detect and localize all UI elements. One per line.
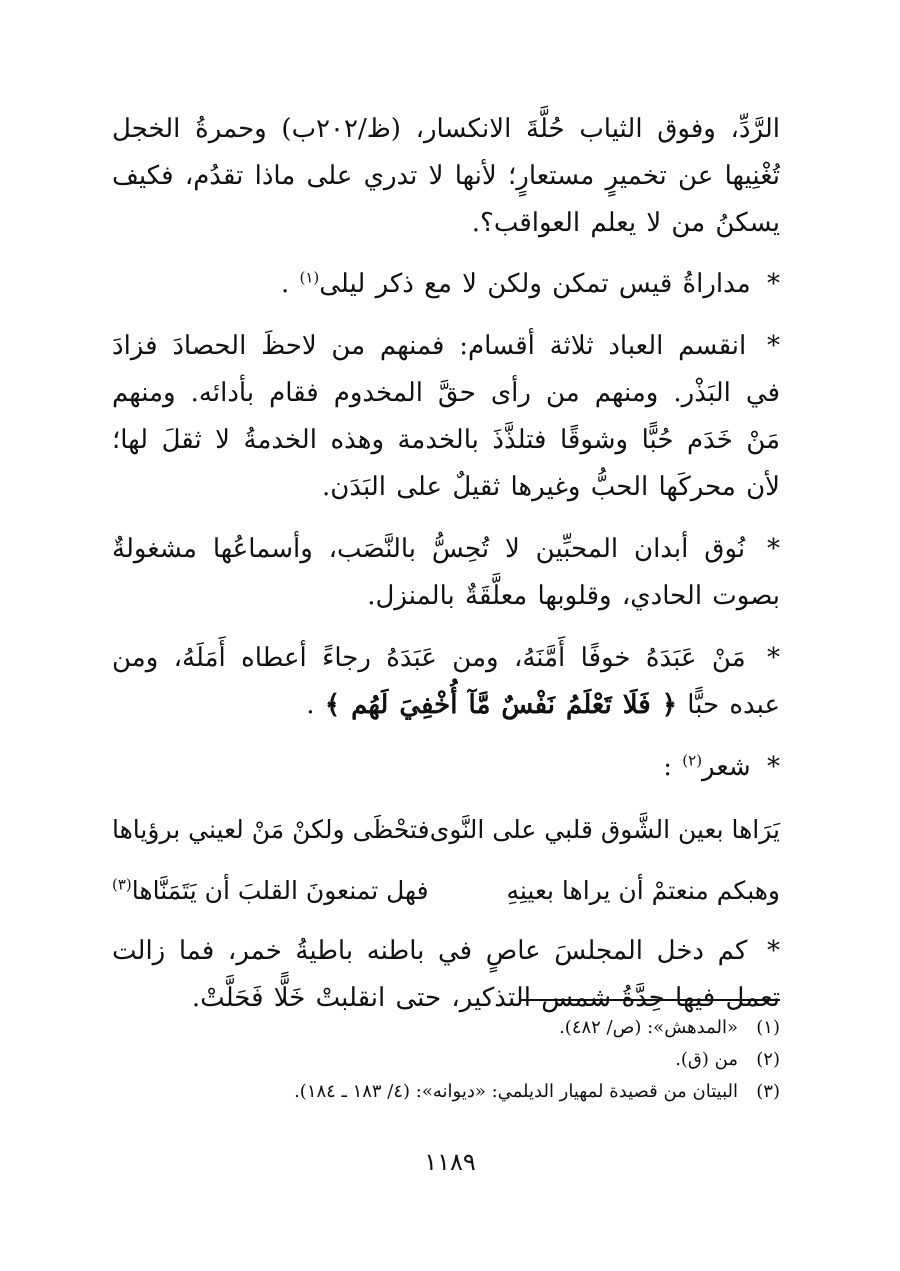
star-icon: * — [767, 534, 780, 564]
quran-verse: ﴿ فَلَا تَعْلَمُ نَفْسٌ مَّآ أُخْفِيَ لَهُم ﴾ — [324, 690, 677, 720]
verse-1-first-hemistich: يَرَاها بعين الشَّوق قلبي على النَّوى — [429, 815, 780, 844]
poem — [112, 806, 780, 914]
star-icon: * — [767, 269, 780, 299]
paragraph-7-text: كم دخل المجلسَ عاصٍ في باطنه باطيةُ خمر، فما زالت تعمل فيها حِدَّةُ شمس التذكير، حتى انقلبتْ خَلًّا فَحَلَّتْ. — [112, 936, 780, 1013]
poem-verse-1 — [112, 806, 780, 853]
paragraph-7 — [112, 928, 780, 1022]
verse-2-second-group — [112, 867, 429, 914]
paragraph-5-text: مَنْ عَبَدَهُ خوفًا أَمَّنَهُ، ومن عَبَدَهُ رجاءً أعطاه أَمَلَهُ، ومن عبده حبًّا — [112, 643, 780, 720]
paragraph-2 — [112, 261, 780, 308]
paragraph-4-text: نُوق أبدان المحبِّين لا تُحِسُّ بالنَّصَب، وأسماعُها مشغولةٌ بصوت الحادي، وقلوبها معلَّقَةٌ بالمنزل. — [112, 534, 780, 611]
paragraph-1 — [112, 106, 780, 247]
footnote-2-text: من (ق). — [675, 1049, 738, 1070]
paragraph-1-text: الرَّدِّ، وفوق الثياب حُلَّةَ الانكسار، (ظ/٢٠٢ب) وحمرةُ الخجل تُغْنِيها عن تخميرٍ مستعارٍ؛ لأنها لا تدري على ماذا تقدُم، فكيف يسكنُ من لا يعلم العواقب؟. — [112, 114, 780, 238]
paragraph-6-tail: : — [663, 752, 672, 782]
verse-1-second-hemistich: فتحْظَى ولكنْ مَنْ لعيني برؤياها — [112, 815, 430, 844]
poem-heading: شعر — [702, 752, 751, 782]
footnote-ref-2[interactable]: (٢) — [682, 751, 703, 770]
paragraph-2-text: مداراةُ قيس تمكن ولكن لا مع ذكر ليلى — [319, 269, 751, 299]
paragraph-2-tail: . — [280, 269, 290, 299]
footnote-3 — [112, 1076, 780, 1108]
verse-2-second-hemistich: فهل تمنعونَ القلبَ أن يَتَمَنَّاها — [131, 876, 429, 905]
footnote-2 — [112, 1044, 780, 1076]
footnote-1-text: «المدهش»: (ص/ ٤٨٢). — [559, 1017, 738, 1038]
star-icon: * — [767, 936, 780, 966]
star-icon: * — [767, 643, 781, 673]
footnote-3-text: البيتان من قصيدة لمهيار الديلمي: «ديوانه»: (٤/ ١٨٣ ـ ١٨٤). — [294, 1081, 738, 1102]
paragraph-3 — [112, 323, 780, 511]
footnotes — [112, 1012, 780, 1108]
paragraph-4 — [112, 526, 780, 620]
footnote-divider — [520, 999, 780, 1001]
paragraph-3-text: انقسم العباد ثلاثة أقسام: فمنهم من لاحظَ الحصادَ فزادَ في البَذْر. ومنهم من رأى حقَّ المخدوم فقام بأدائه. ومنهم مَنْ خَدَم حُبًّا وشوقًا فتلذَّذَ بالخدمة وهذه الخدمةُ لا ثقلَ لها؛ لأن محركَها الحبُّ وغيرها ثقيلٌ على البَدَن. — [112, 331, 780, 502]
footnote-1 — [112, 1012, 780, 1044]
paragraph-5 — [112, 635, 780, 729]
verse-2-first-hemistich: وهبكم منعتمْ أن يراها بعينِهِ — [506, 876, 780, 905]
footnote-3-number: (٣) — [756, 1081, 780, 1102]
footnote-2-number: (٢) — [756, 1049, 780, 1070]
paragraph-5-tail: . — [306, 690, 315, 720]
page-number: ١١٨٩ — [424, 1148, 476, 1176]
footnote-1-number: (١) — [756, 1017, 780, 1038]
footnote-ref-1[interactable]: (١) — [299, 268, 320, 287]
star-icon: * — [767, 752, 780, 782]
footnote-ref-3[interactable]: (٣) — [112, 875, 132, 894]
star-icon: * — [767, 331, 780, 361]
paragraph-6 — [112, 744, 780, 791]
poem-verse-2 — [112, 867, 780, 914]
